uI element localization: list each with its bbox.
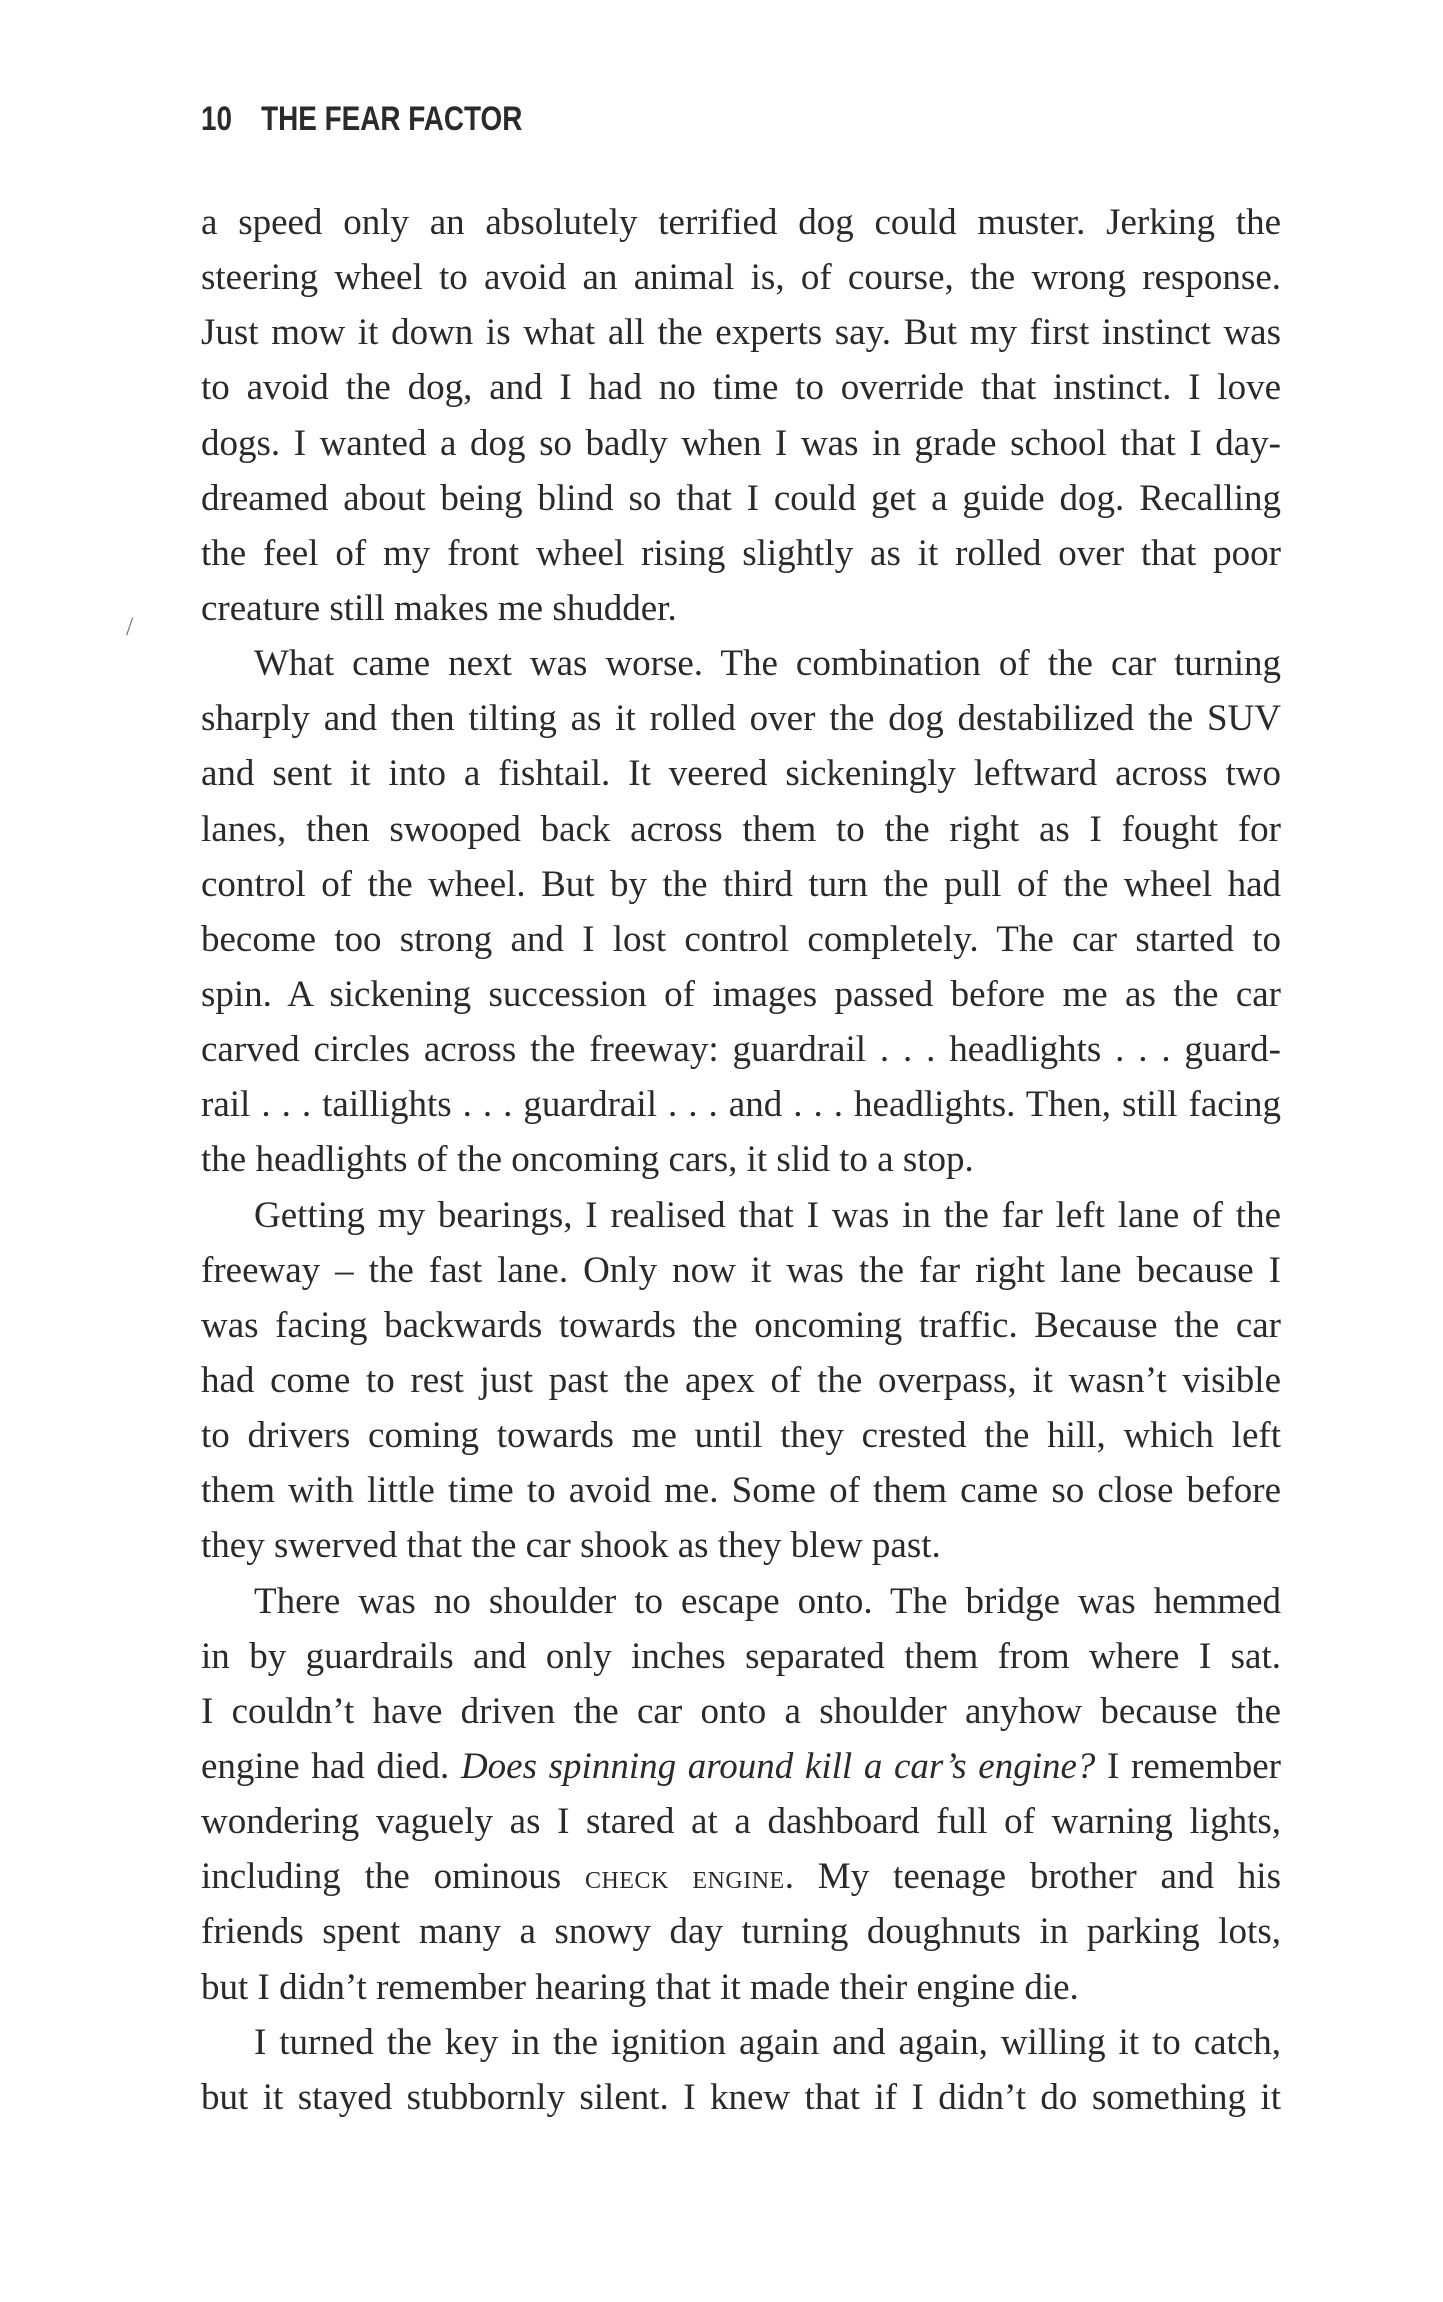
- text-run: rail . . . taillights . . . guardrail . . . and . . . headlights. Then, still facing: [201, 1084, 1281, 1126]
- text-line: [201, 2015, 1281, 2070]
- text-run: the headlights of the oncoming cars, it slid to a stop.: [201, 1139, 974, 1181]
- text-line: [201, 471, 1281, 526]
- text-run: friends spent many a snowy day turning doughnuts in parking lots,: [201, 1911, 1281, 1953]
- text-line: [201, 1518, 1281, 1573]
- text-line: [201, 1022, 1281, 1077]
- text-line: [201, 1629, 1281, 1684]
- text-line: [201, 636, 1281, 691]
- text-line: [201, 1077, 1281, 1132]
- text-run: steering wheel to avoid an animal is, of course, the wrong response.: [201, 257, 1281, 299]
- text-run: carved circles across the freeway: guardrail . . . headlights . . . guard-: [201, 1029, 1281, 1071]
- text-line: [201, 195, 1281, 250]
- text-line: [201, 581, 1281, 636]
- text-run: creature still makes me shudder.: [201, 587, 677, 629]
- text-run: become too strong and I lost control completely. The car started to: [201, 918, 1281, 960]
- text-line: [201, 857, 1281, 912]
- text-line: [201, 1739, 1281, 1794]
- page-number: 10: [201, 100, 233, 138]
- text-line: [201, 1188, 1281, 1243]
- running-head: [201, 100, 522, 139]
- chapter-title: THE FEAR FACTOR: [261, 100, 523, 138]
- text-line: [201, 1243, 1281, 1298]
- text-line: [201, 1463, 1281, 1518]
- text-line: [201, 1794, 1281, 1849]
- text-run: dogs. I wanted a dog so badly when I was in grade school that I day-: [201, 422, 1281, 464]
- text-line: [201, 1353, 1281, 1408]
- text-run: What came next was worse. The combination of the car turning: [254, 643, 1281, 685]
- text-line: [201, 1298, 1281, 1353]
- text-line: [201, 305, 1281, 360]
- text-run: I turned the key in the ignition again and again, willing it to catch,: [254, 2021, 1281, 2063]
- text-run: in by guardrails and only inches separated them from where I sat.: [201, 1635, 1281, 1677]
- text-line: [201, 1849, 1281, 1904]
- text-line: [201, 691, 1281, 746]
- text-line: [201, 746, 1281, 801]
- text-run: I couldn’t have driven the car onto a shoulder anyhow because the: [201, 1690, 1281, 1732]
- text-run: was facing backwards towards the oncoming traffic. Because the car: [201, 1304, 1281, 1346]
- small-caps-text: check engine: [584, 1859, 785, 1897]
- paragraph: [201, 1574, 1281, 2015]
- text-run: but I didn’t remember hearing that it made their engine die.: [201, 1966, 1079, 2008]
- text-run: engine had died.: [201, 1745, 461, 1787]
- text-line: [201, 1904, 1281, 1959]
- text-line: [201, 250, 1281, 305]
- text-run: to drivers coming towards me until they crested the hill, which left: [201, 1415, 1281, 1457]
- text-run: and sent it into a fishtail. It veered sickeningly leftward across two: [201, 753, 1281, 795]
- paragraph: [201, 2015, 1281, 2125]
- italic-text: Does spinning around kill a car’s engine?: [460, 1745, 1096, 1787]
- text-run: to avoid the dog, and I had no time to override that instinct. I love: [201, 367, 1281, 409]
- text-run: a speed only an absolutely terrified dog could muster. Jerking the: [201, 202, 1281, 243]
- text-run: control of the wheel. But by the third turn the pull of the wheel had: [201, 863, 1281, 905]
- text-run: the feel of my front wheel rising slightly as it rolled over that poor: [201, 532, 1281, 574]
- text-run: had come to rest just past the apex of the overpass, it wasn’t visible: [201, 1359, 1281, 1401]
- text-run: wondering vaguely as I stared at a dashboard full of warning lights,: [201, 1801, 1281, 1843]
- text-line: [201, 1408, 1281, 1463]
- text-line: [201, 360, 1281, 415]
- text-run: they swerved that the car shook as they blew past.: [201, 1525, 941, 1567]
- paragraph: [201, 1188, 1281, 1574]
- text-line: [201, 912, 1281, 967]
- text-run: sharply and then tilting as it rolled over the dog destabilized the SUV: [201, 698, 1281, 740]
- text-run: Getting my bearings, I realised that I was in the far left lane of the: [254, 1194, 1281, 1236]
- text-line: [201, 526, 1281, 581]
- text-line: [201, 967, 1281, 1022]
- paragraph: [201, 195, 1281, 636]
- text-run: including the ominous: [201, 1856, 585, 1898]
- text-run: I remember: [1095, 1745, 1281, 1787]
- text-run: lanes, then swooped back across them to the right as I fought for: [201, 808, 1281, 850]
- text-run: There was no shoulder to escape onto. The bridge was hemmed: [254, 1580, 1281, 1622]
- text-run: freeway – the fast lane. Only now it was the far right lane because I: [201, 1249, 1281, 1291]
- stray-pencil-mark: /: [126, 612, 134, 641]
- text-run: dreamed about being blind so that I could get a guide dog. Recalling: [201, 477, 1281, 519]
- body-text: [201, 195, 1281, 2125]
- text-line: [201, 1574, 1281, 1629]
- text-line: [201, 1684, 1281, 1739]
- text-run: Just mow it down is what all the experts say. But my first instinct was: [201, 312, 1281, 354]
- text-line: [201, 2070, 1281, 2125]
- paragraph: [201, 636, 1281, 1187]
- text-run: them with little time to avoid me. Some of them came so close before: [201, 1470, 1281, 1512]
- text-run: . My teenage brother and his: [784, 1856, 1281, 1898]
- text-line: [201, 416, 1281, 471]
- text-run: but it stayed stubbornly silent. I knew that if I didn’t do something it: [201, 2076, 1281, 2118]
- text-line: [201, 1132, 1281, 1187]
- text-line: [201, 1960, 1281, 2015]
- text-line: [201, 802, 1281, 857]
- text-run: spin. A sickening succession of images passed before me as the car: [201, 973, 1281, 1015]
